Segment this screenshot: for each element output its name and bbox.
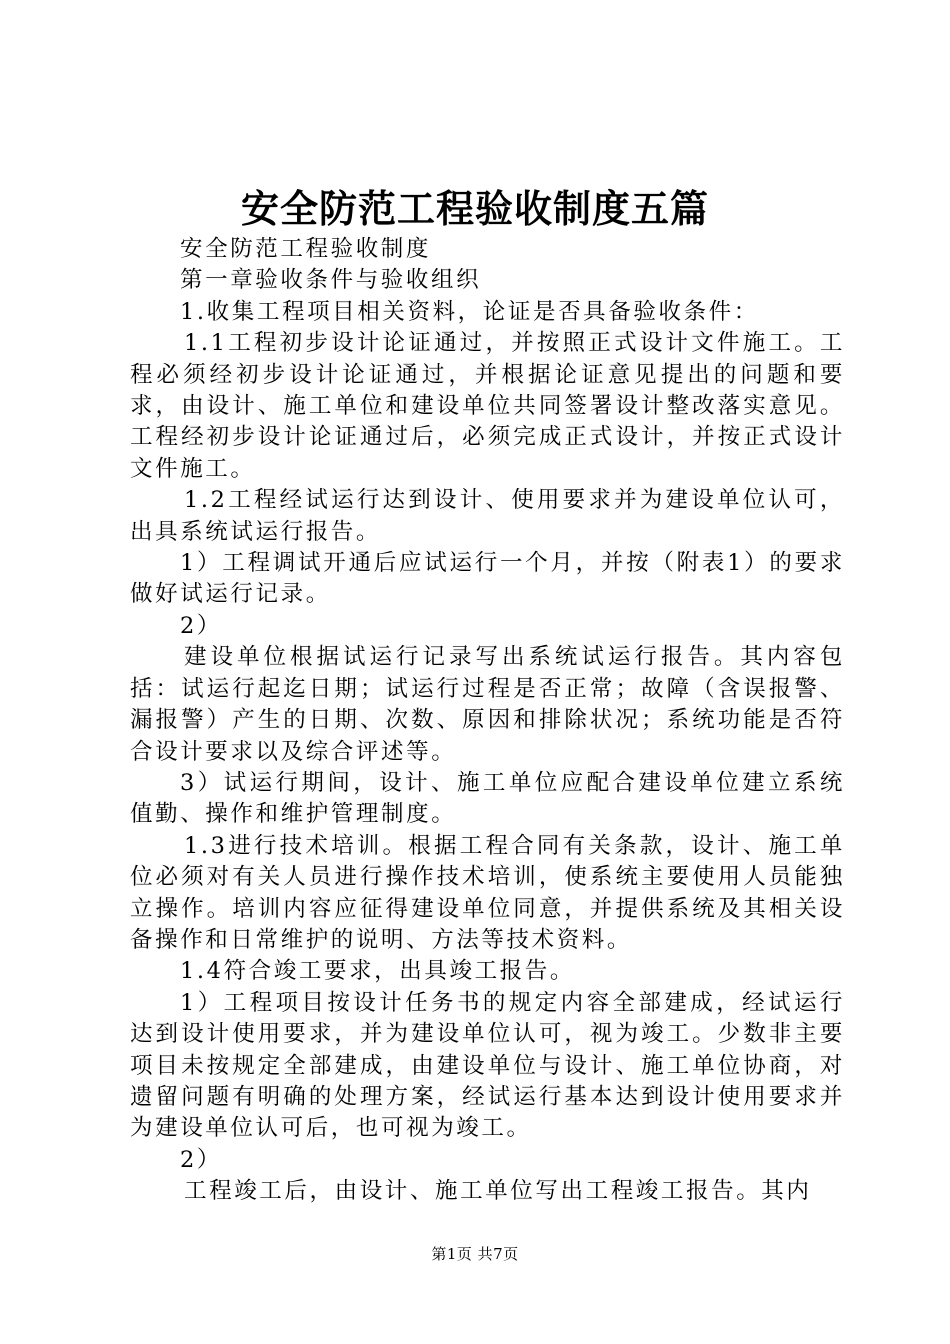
completion-item-2-marker: 2） [180, 1146, 223, 1173]
section-1-1: 1.1工程初步设计论证通过，并按照正式设计文件施工。工程必须经初步设计论证通过，并根据论证意见提出的问题和要求，由设计、施工单位和建设单位共同签署设计整改落实意见。工程经初步设计论证通过后，必须完成正式设计，并按正式设计文件施工。 [130, 330, 845, 482]
completion-item-2-text: 工程竣工后，由设计、施工单位写出工程竣工报告。其内 [184, 1178, 812, 1205]
section-1-2: 1.2工程经试运行达到设计、使用要求并为建设单位认可，出具系统试运行报告。 [130, 487, 845, 545]
item-2-marker: 2） [180, 612, 223, 639]
section-1: 1.收集工程项目相关资料，论证是否具备验收条件： [180, 298, 759, 325]
item-1: 1）工程调试开通后应试运行一个月，并按（附表1）的要求做好试运行记录。 [130, 550, 845, 608]
item-3: 3）试运行期间，设计、施工单位应配合建设单位建立系统值勤、操作和维护管理制度。 [130, 769, 845, 828]
item-2-text: 建设单位根据试运行记录写出系统试运行报告。其内容包括：试运行起迄日期；试运行过程是否正常；故障（含误报警、漏报警）产生的日期、次数、原因和排除状况；系统功能是否符合设计要求以及综合评述等。 [130, 644, 845, 765]
document-body [130, 234, 845, 1208]
completion-item-1: 1）工程项目按设计任务书的规定内容全部建成，经试运行达到设计使用要求，并为建设单位认可，视为竣工。少数非主要项目未按规定全部建成，由建设单位与设计、施工单位协商，对遗留问题有明确的处理方案，经试运行基本达到设计使用要求并为建设单位认可后，也可视为竣工。 [130, 989, 845, 1142]
page-footer: 第1页 共7页 [431, 1245, 519, 1263]
chapter-heading: 第一章验收条件与验收组织 [180, 267, 482, 294]
subtitle: 安全防范工程验收制度 [180, 236, 432, 262]
section-1-3: 1.3进行技术培训。根据工程合同有关条款，设计、施工单位必须对有关人员进行操作技术培训，使系统主要使用人员能独立操作。培训内容应征得建设单位同意，并提供系统及其相关设备操作和日常维护的说明、方法等技术资料。 [130, 832, 845, 953]
section-1-4: 1.4符合竣工要求，出具竣工报告。 [180, 958, 575, 985]
page-title: 安全防范工程验收制度五篇 [240, 186, 709, 231]
